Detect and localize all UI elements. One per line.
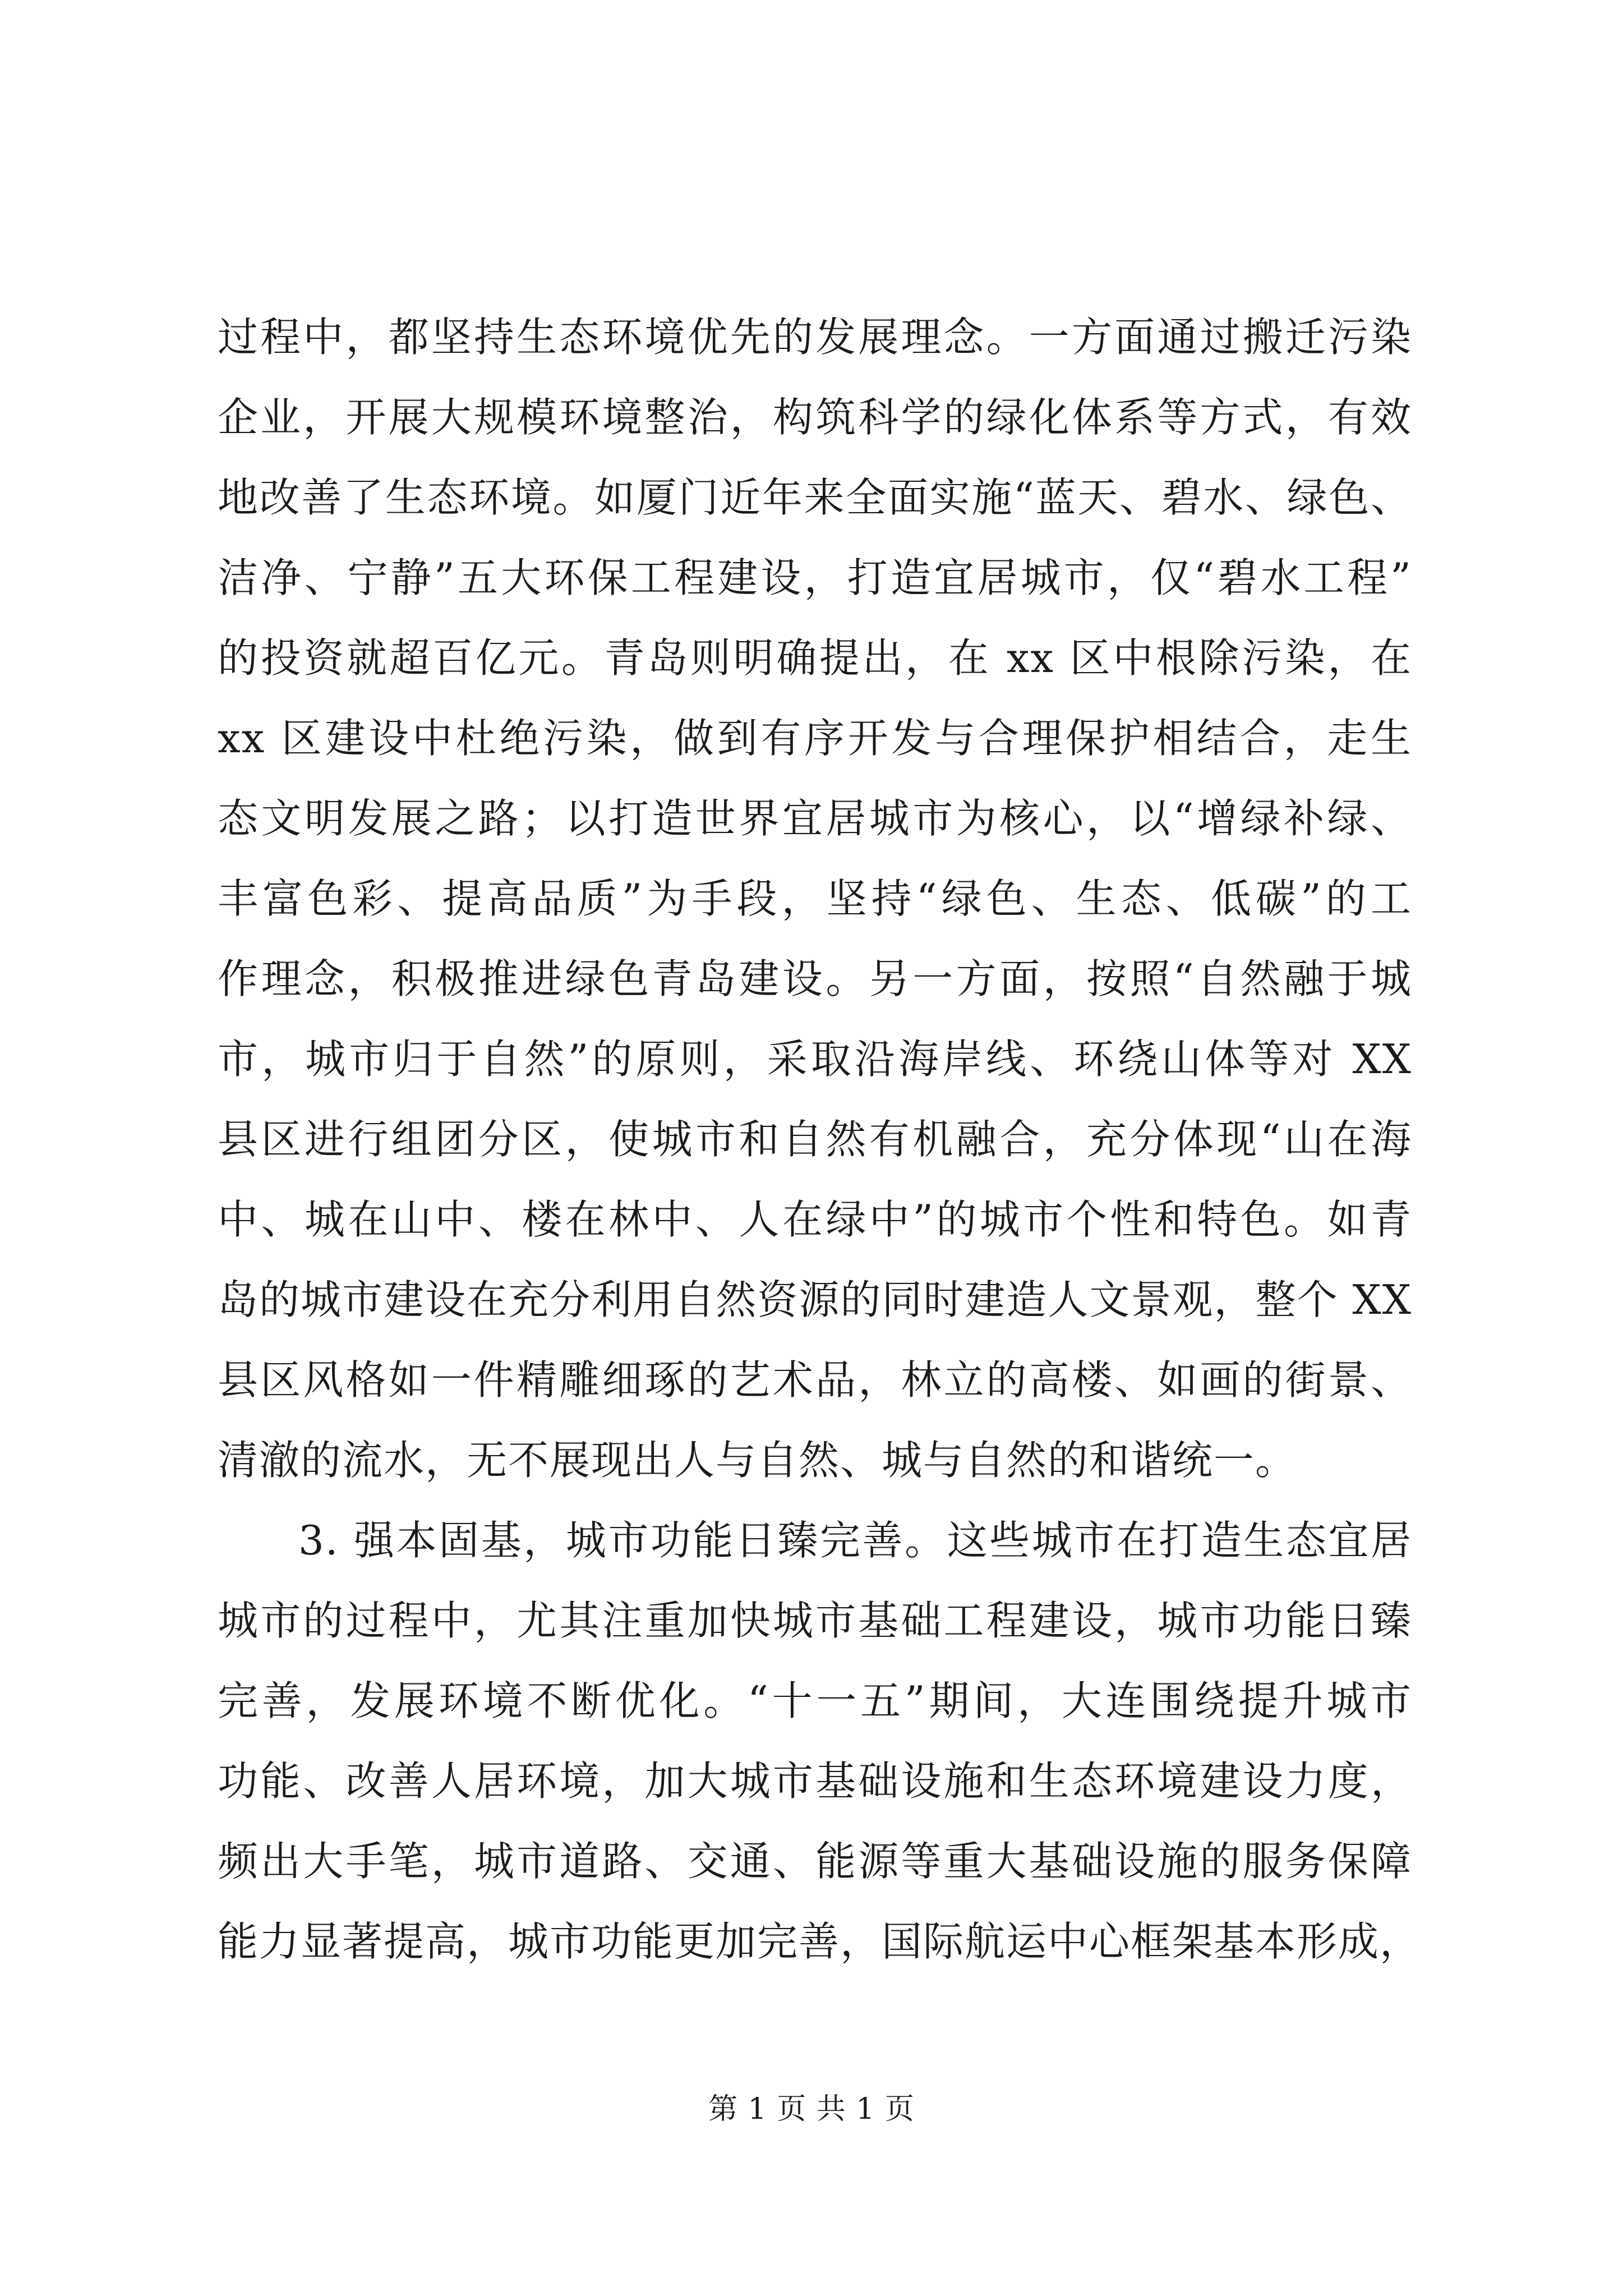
page-footer: 第 1 页 共 1 页 xyxy=(708,2092,915,2126)
paragraph-first-line: 3. 强本固基，城市功能日臻完善。这些城市在打造生态宜居 xyxy=(298,1517,1412,1564)
text-line: 丰富色彩、提高品质”为手段，坚持“绿色、生态、低碳”的工 xyxy=(218,875,1412,922)
body-text xyxy=(218,297,1422,1982)
text-line: 岛的城市建设在充分利用自然资源的同时建造人文景观，整个 XX xyxy=(218,1276,1412,1323)
text-line: 地改善了生态环境。如厦门近年来全面实施“蓝天、碧水、绿色、 xyxy=(218,474,1412,521)
text-line: 过程中，都坚持生态环境优先的发展理念。一方面通过搬迁污染 xyxy=(218,314,1412,361)
text-line: 的投资就超百亿元。青岛则明确提出，在 xx 区中根除污染，在 xyxy=(218,634,1412,682)
text-line: 频出大手笔，城市道路、交通、能源等重大基础设施的服务保障 xyxy=(218,1838,1412,1885)
text-line: 县区风格如一件精雕细琢的艺术品，林立的高楼、如画的街景、 xyxy=(218,1356,1412,1404)
text-line: 作理念，积极推进绿色青岛建设。另一方面，按照“自然融于城 xyxy=(218,955,1412,1002)
text-line: 市，城市归于自然”的原则，采取沿海岸线、环绕山体等对 XX xyxy=(218,1036,1412,1083)
text-line: 县区进行组团分区，使城市和自然有机融合，充分体现“山在海 xyxy=(218,1116,1412,1163)
text-line: 中、城在山中、楼在林中、人在绿中”的城市个性和特色。如青 xyxy=(218,1196,1412,1243)
text-line: 态文明发展之路；以打造世界宜居城市为核心，以“增绿补绿、 xyxy=(218,795,1412,842)
text-line: 企业，开展大规模环境整治，构筑科学的绿化体系等方式，有效 xyxy=(218,394,1412,441)
paragraph-end-line: 清澈的流水，无不展现出人与自然、城与自然的和谐统一。 xyxy=(218,1437,1297,1484)
text-line: 能力显著提高，城市功能更加完善，国际航运中心框架基本形成， xyxy=(218,1918,1422,1965)
text-line: 洁净、宁静”五大环保工程建设，打造宜居城市，仅“碧水工程” xyxy=(218,554,1412,601)
text-line: 城市的过程中，尤其注重加快城市基础工程建设，城市功能日臻 xyxy=(218,1597,1412,1644)
text-line: 完善，发展环境不断优化。“十一五”期间，大连围绕提升城市 xyxy=(218,1677,1412,1724)
text-line: xx 区建设中杜绝污染，做到有序开发与合理保护相结合，走生 xyxy=(218,715,1412,762)
text-line: 功能、改善人居环境，加大城市基础设施和生态环境建设力度， xyxy=(218,1757,1412,1805)
